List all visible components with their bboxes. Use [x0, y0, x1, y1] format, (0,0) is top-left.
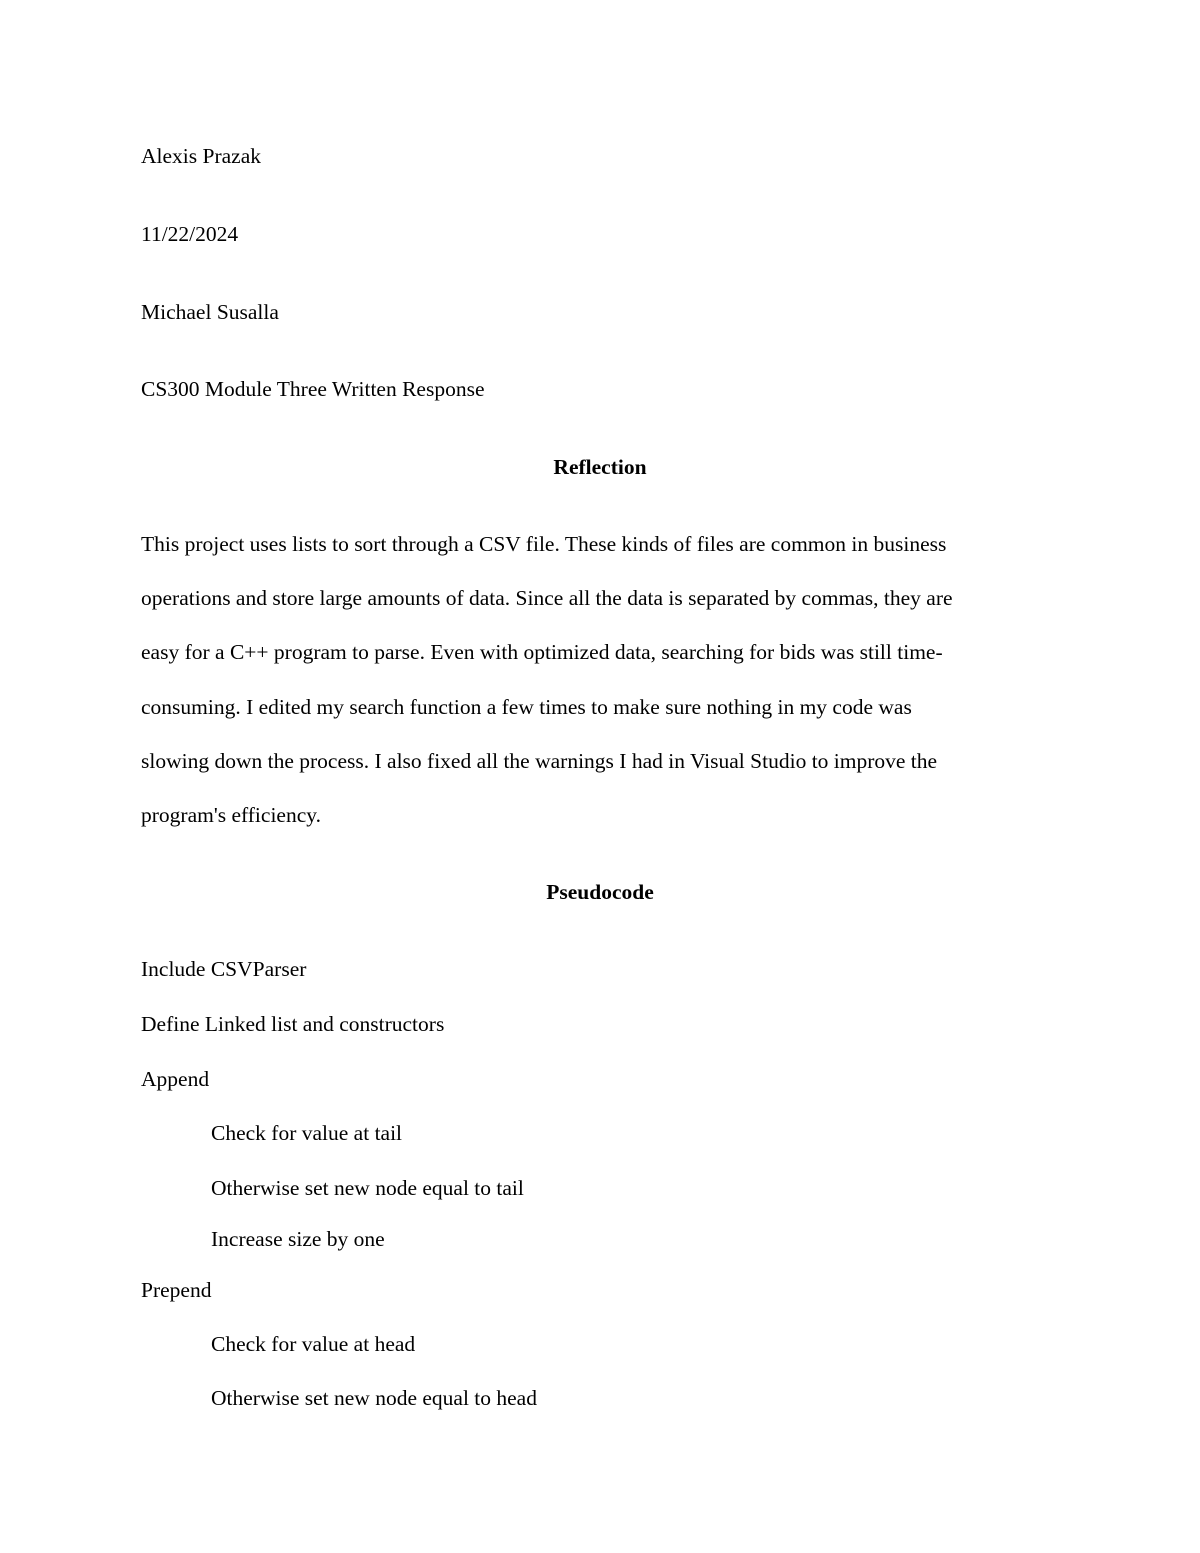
- instructor-name: Michael Susalla: [141, 300, 279, 324]
- pseudocode-heading: Pseudocode: [546, 880, 654, 904]
- pseudocode-line: Include CSVParser: [141, 957, 307, 981]
- course-title: CS300 Module Three Written Response: [141, 377, 485, 401]
- reflection-paragraph: [141, 517, 1041, 842]
- reflection-line: operations and store large amounts of data. Since all the data is separated by commas, they are: [141, 586, 953, 611]
- pseudocode-line: Otherwise set new node equal to tail: [211, 1176, 524, 1200]
- pseudocode-line: Define Linked list and constructors: [141, 1012, 445, 1036]
- reflection-line: easy for a C++ program to parse. Even with optimized data, searching for bids was still time-: [141, 640, 943, 665]
- reflection-line: This project uses lists to sort through a CSV file. These kinds of files are common in business: [141, 532, 947, 556]
- pseudocode-line: Check for value at head: [211, 1332, 416, 1356]
- reflection-line: program's efficiency.: [141, 802, 321, 827]
- pseudocode-line: Otherwise set new node equal to head: [211, 1386, 537, 1410]
- reflection-line: slowing down the process. I also fixed all the warnings I had in Visual Studio to improve the: [141, 748, 938, 773]
- pseudocode-line: Append: [141, 1067, 210, 1091]
- reflection-line: consuming. I edited my search function a few times to make sure nothing in my code was: [141, 694, 912, 719]
- submission-date: 11/22/2024: [141, 222, 239, 246]
- reflection-heading: Reflection: [553, 455, 647, 479]
- pseudocode-line: Check for value at tail: [211, 1121, 403, 1145]
- pseudocode-line: Increase size by one: [211, 1227, 385, 1251]
- author-name: Alexis Prazak: [141, 144, 262, 168]
- pseudocode-line: Prepend: [141, 1278, 212, 1302]
